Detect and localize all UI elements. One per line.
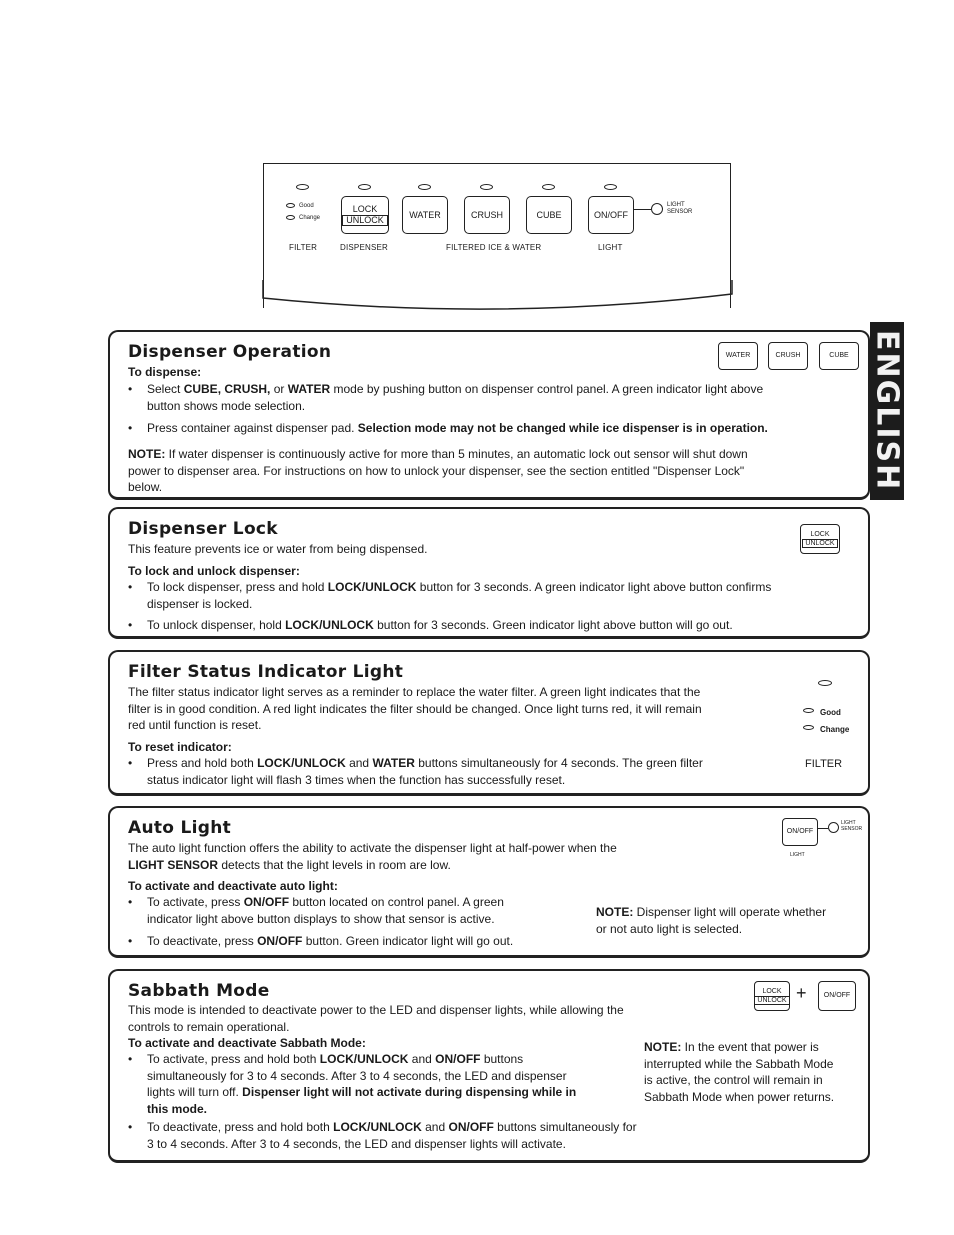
subtitle: To activate and deactivate Sabbath Mode:: [128, 1036, 366, 1050]
text: and: [345, 756, 373, 770]
water-button[interactable]: WATER: [402, 196, 448, 234]
bold-text: LOCK/UNLOCK: [257, 756, 346, 770]
section-title: Filter Status Indicator Light: [128, 662, 404, 682]
description: [128, 840, 617, 873]
bold-text: ON/OFF: [448, 1120, 494, 1134]
text: The auto light function offers the ability to activate the dispenser light at half-power when the: [128, 841, 617, 855]
text: To lock dispenser, press and hold: [147, 580, 328, 594]
good-label: Good: [820, 708, 841, 717]
text: The filter status indicator light serves as a reminder to replace the water filter. A green light indicates that the: [128, 685, 701, 699]
icon-lock-label: LOCK: [810, 530, 830, 538]
sensor-label-2: SENSOR: [841, 826, 863, 832]
bold-text: LOCK/UNLOCK: [319, 1052, 409, 1066]
subtitle: To lock and unlock dispenser:: [128, 564, 300, 578]
lock-unlock-button[interactable]: [341, 196, 389, 234]
bold-text: CUBE, CRUSH,: [183, 382, 271, 396]
bold-text: LOCK/UNLOCK: [333, 1120, 422, 1134]
light-sensor-label-1: LIGHT: [667, 202, 685, 208]
text: red until function is reset.: [128, 718, 262, 732]
bold-text: ON/OFF: [243, 895, 290, 909]
icon-cube-label: CUBE: [829, 352, 849, 359]
note: [128, 446, 858, 496]
bullet-item: • To deactivate, press ON/OFF button. Green indicator light will go out.: [128, 934, 514, 948]
filter-led: [296, 184, 309, 190]
text: To deactivate, press: [147, 934, 258, 948]
good-led-icon: [803, 708, 814, 713]
lock-unlock-icon-button: [754, 981, 790, 1011]
onoff-led: [604, 184, 617, 190]
bold-text: LOCK/UNLOCK: [327, 580, 417, 594]
text: button located on control panel. A green: [289, 895, 504, 909]
bullet-item: • To activate, press ON/OFF button located on control panel. A green indicator light above button displays to show that sensor is active.: [128, 895, 504, 926]
icon-water-label: WATER: [725, 352, 751, 359]
text: If water dispenser is continuously active for more than 5 minutes, an automatic lock out sensor will shut down: [165, 447, 748, 461]
bullet-item: • To activate, press and hold both LOCK/UNLOCK and ON/OFF buttons simultaneously for 3 to 4 seconds. After 3 to 4 seconds, the LED and dispenser lights will turn off. Dispenser light will not activate during dispensing while in this mode.: [128, 1052, 577, 1116]
water-led: [418, 184, 431, 190]
bullet-item: • Select CUBE, CRUSH, or WATER mode by pushing button on dispenser control panel. A green indicator light above button shows mode selection.: [128, 382, 764, 413]
text: To unlock dispenser, hold: [147, 618, 286, 632]
lock-unlock-icon-button: [800, 524, 840, 554]
onoff-icon-button: [782, 818, 818, 846]
panel-label-dispenser: DISPENSER: [340, 243, 389, 252]
text: To activate, press and hold both: [147, 1052, 320, 1066]
bold-text: Selection mode may not be changed while ice dispenser is in operation.: [357, 421, 768, 435]
text: below.: [128, 480, 163, 494]
bold-text: LOCK/UNLOCK: [285, 618, 374, 632]
section-dispenser-lock: [108, 507, 870, 639]
text: simultaneously for 3 to 4 seconds. After 3 to 4 seconds, the LED and dispenser: [147, 1068, 567, 1083]
sensor-connector: [634, 209, 651, 210]
bullet-item: • To deactivate, press and hold both LOCK/UNLOCK and ON/OFF buttons simultaneously for 3 to 4 seconds. After 3 to 4 seconds, the LED and dispenser lights will activate.: [128, 1120, 637, 1151]
change-label: Change: [820, 725, 850, 734]
filter-led-icon: [818, 680, 832, 686]
light-sensor-label-2: SENSOR: [667, 209, 693, 215]
text: detects that the light levels in room are low.: [218, 857, 451, 872]
lock-led: [358, 184, 371, 190]
note-label: NOTE:: [596, 905, 634, 919]
text: controls to remain operational.: [128, 1019, 290, 1034]
text: buttons simultaneously for: [493, 1120, 637, 1134]
light-sensor-icon: [828, 822, 839, 833]
section-title: Dispenser Operation: [128, 342, 332, 362]
panel-label-light: LIGHT: [598, 243, 623, 252]
section-title: Sabbath Mode: [128, 981, 270, 1001]
subtitle: To dispense:: [128, 365, 202, 379]
bold-text: LIGHT SENSOR: [128, 857, 219, 872]
section-title: Auto Light: [128, 818, 232, 838]
text: Press and hold both: [147, 756, 258, 770]
text: In the event that power is: [681, 1040, 819, 1054]
bold-text: Dispenser light will not activate during dispensing while in: [242, 1085, 577, 1099]
icon-lock-label: LOCK: [762, 987, 782, 995]
text: mode by pushing button on dispenser control panel. A green indicator light above: [330, 382, 764, 396]
light-sensor-icon: [651, 203, 663, 215]
text: button for 3 seconds. Green indicator light above button will go out.: [373, 618, 733, 632]
section-dispenser-operation: [108, 330, 870, 500]
text: button shows mode selection.: [147, 398, 306, 413]
sensor-connector: [818, 828, 828, 829]
text: This mode is intended to deactivate power to the LED and dispenser lights, while allowing the: [128, 1003, 624, 1017]
text: Press container against dispenser pad.: [147, 421, 358, 435]
section-sabbath-mode: [108, 969, 870, 1163]
section-filter-status: [108, 650, 870, 796]
section-auto-light: [108, 806, 870, 958]
intro: This feature prevents ice or water from being dispensed.: [128, 542, 428, 556]
onoff-icon-button: [818, 981, 856, 1011]
onoff-button[interactable]: ON/OFF: [588, 196, 634, 234]
text: buttons: [480, 1052, 524, 1066]
text: and: [408, 1052, 436, 1066]
filter-label: FILTER: [805, 758, 843, 770]
bullet-item: • Press and hold both LOCK/UNLOCK and WATER buttons simultaneously for 4 seconds. The green filter status indicator light will flash 3 times when the function has successfully reset.: [128, 756, 703, 787]
text: and: [421, 1120, 449, 1134]
icon-unlock-label: UNLOCK: [802, 539, 837, 548]
cube-led: [542, 184, 555, 190]
panel-label-filtered: FILTERED ICE & WATER: [446, 243, 542, 252]
light-label: LIGHT: [790, 852, 805, 858]
description: [128, 1002, 624, 1035]
plus-sign: +: [796, 983, 807, 1003]
water-icon-button: [718, 342, 758, 370]
subtitle: To activate and deactivate auto light:: [128, 879, 338, 893]
section-title: Dispenser Lock: [128, 519, 278, 539]
note: [644, 1039, 834, 1105]
text: power to dispenser area. For instructions on how to unlock your dispenser, see the section entitled "Dispenser Lock": [128, 463, 745, 478]
text: dispenser is locked.: [147, 596, 253, 611]
filter-change-label: Change: [299, 215, 321, 221]
icon-onoff-label: ON/OFF: [786, 828, 814, 835]
subtitle: To reset indicator:: [128, 740, 232, 754]
bullet-item: • To lock dispenser, press and hold LOCK/UNLOCK button for 3 seconds. A green indicator light above button confirms dispenser is locked.: [128, 580, 772, 611]
bold-text: ON/OFF: [257, 934, 303, 948]
text: filter is in good condition. A red light indicates the filter should be changed. Once light turns red, it will remain: [128, 701, 702, 716]
crush-led: [480, 184, 493, 190]
text: 3 to 4 seconds. After 3 to 4 seconds, the LED and dispenser lights will activate.: [147, 1136, 566, 1151]
bold-text: ON/OFF: [435, 1052, 481, 1066]
text: Select: [147, 382, 184, 396]
lock-label: LOCK: [352, 203, 378, 214]
panel-label-filter: FILTER: [289, 243, 318, 252]
control-panel-curve: [262, 280, 734, 320]
unlock-label: UNLOCK: [342, 215, 388, 226]
text: button for 3 seconds. A green indicator light above button confirms: [416, 580, 772, 594]
icon-unlock-label: UNLOCK: [754, 996, 789, 1005]
crush-icon-button: [768, 342, 808, 370]
bold-text: WATER: [287, 382, 331, 396]
text: is active, the control will remain in: [644, 1073, 823, 1087]
cube-icon-button: [819, 342, 859, 370]
bold-text: this mode.: [147, 1101, 208, 1116]
text: To deactivate, press and hold both: [147, 1120, 334, 1134]
note-label: NOTE:: [128, 447, 166, 461]
text: status indicator light will flash 3 times when the function has successfully reset.: [147, 772, 566, 787]
filter-good-label: Good: [299, 203, 314, 209]
text: Dispenser light will operate whether: [633, 905, 827, 919]
text: Sabbath Mode when power returns.: [644, 1089, 835, 1104]
language-tab: [870, 322, 904, 500]
change-led-icon: [803, 725, 814, 730]
crush-button[interactable]: CRUSH: [464, 196, 510, 234]
icon-onoff-label: ON/OFF: [823, 992, 851, 999]
text: indicator light above button displays to show that sensor is active.: [147, 911, 495, 926]
text: or not auto light is selected.: [596, 921, 743, 936]
note-label: NOTE:: [644, 1040, 682, 1054]
text: To activate, press: [147, 895, 244, 909]
text: buttons simultaneously for 4 seconds. The green filter: [414, 756, 703, 770]
text: lights will turn off.: [147, 1085, 243, 1099]
filter-good-led: [286, 203, 295, 208]
icon-crush-label: CRUSH: [775, 352, 801, 359]
description: [128, 684, 702, 734]
note: [596, 904, 826, 937]
filter-change-led: [286, 215, 295, 220]
text: button. Green indicator light will go out.: [302, 934, 514, 948]
sensor-label-1: LIGHT: [841, 820, 856, 826]
text: or: [270, 382, 288, 396]
bullet-item: • Press container against dispenser pad. Selection mode may not be changed while ice dispenser is in operation.: [128, 421, 768, 435]
bold-text: WATER: [372, 756, 415, 770]
cube-button[interactable]: CUBE: [526, 196, 572, 234]
language-tab-label: ENGLISH: [869, 330, 905, 492]
text: interrupted while the Sabbath Mode: [644, 1056, 834, 1071]
bullet-item: • To unlock dispenser, hold LOCK/UNLOCK button for 3 seconds. Green indicator light above button will go out.: [128, 618, 733, 632]
